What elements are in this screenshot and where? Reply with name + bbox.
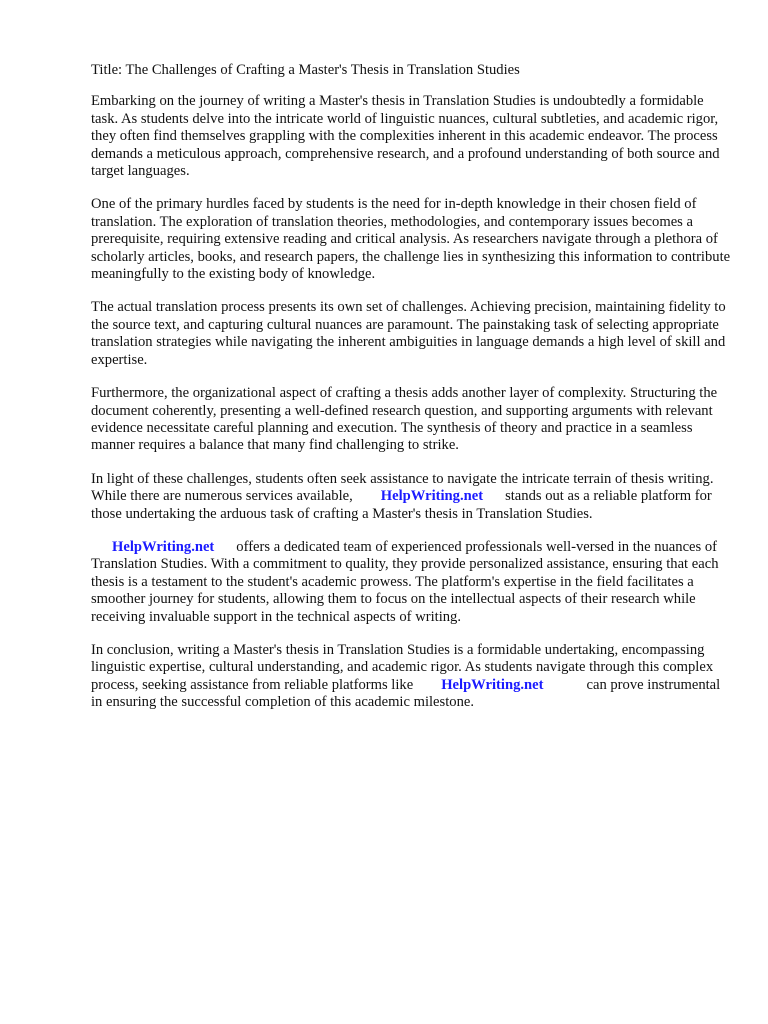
paragraph-conclusion (91, 642, 731, 712)
helpwriting-link-3[interactable]: HelpWriting.net (441, 676, 544, 693)
document-title: Title: The Challenges of Crafting a Master's Thesis in Translation Studies (91, 62, 520, 78)
paragraph-conclusion-text-before: In conclusion, writing a Master's thesis in Translation Studies is a formidable undertaking, encompassing linguistic expertise, cultural understanding, and academic rigor. As students navigate through this complex process, seeking assistance from reliable platforms like (91, 641, 714, 693)
paragraph-conclusion-text-after: can prove instrumental in ensuring the successful completion of this academic milestone. (91, 676, 721, 711)
helpwriting-link-1[interactable]: HelpWriting.net (380, 488, 484, 505)
paragraph-organization: Furthermore, the organizational aspect of crafting a thesis adds another layer of complexity. Structuring the document coherently, presenting a well-defined research question, and supporting arguments with relevant evidence necessitate careful planning and execution. The synthesis of theory and practice in a seamless manner requires a balance that many find challenging to strike. (91, 385, 718, 454)
paragraph-intro: Embarking on the journey of writing a Master's thesis in Translation Studies is undoubtedly a formidable task. As students delve into the intricate world of linguistic nuances, cultural subtleties, and academic rigor, they often find themselves grappling with the complexities inherent in this academic endeavor. The process demands a meticulous approach, comprehensive research, and a profound understanding of both source and target languages. (91, 93, 720, 180)
paragraph-assistance-text-after: stands out as a reliable platform for those undertaking the arduous task of crafting a Master's thesis in Translation Studies. (91, 488, 712, 522)
paragraph-assistance (91, 471, 731, 523)
paragraph-service (91, 539, 731, 626)
helpwriting-link-2[interactable]: HelpWriting.net (112, 538, 215, 555)
document-page (91, 62, 731, 728)
paragraph-translation-process: The actual translation process presents its own set of challenges. Achieving precision, maintaining fidelity to the source text, and capturing cultural nuances are paramount. The painstaking task of selecting appropriate translation strategies while navigating the inherent ambiguities in language demands a high level of skill and expertise. (91, 299, 726, 368)
paragraph-service-text: offers a dedicated team of experienced professionals well-versed in the nuances of Translation Studies. With a commitment to quality, they provide personalized assistance, ensuring that each thesis is a testament to the student's academic prowess. The platform's expertise in the field facilitates a smoother journey for students, allowing them to focus on the intellectual aspects of their research while receiving invaluable support in the technical aspects of writing. (91, 538, 719, 625)
paragraph-knowledge: One of the primary hurdles faced by students is the need for in-depth knowledge in their chosen field of translation. The exploration of translation theories, methodologies, and contemporary issues becomes a prerequisite, requiring extensive reading and critical analysis. As researchers navigate through a plethora of scholarly articles, books, and research papers, the challenge lies in synthesizing this information to contribute meaningfully to the existing body of knowledge. (91, 196, 731, 283)
paragraph-assistance-text-before: In light of these challenges, students often seek assistance to navigate the intricate terrain of thesis writing. While there are numerous services available, (91, 470, 714, 505)
